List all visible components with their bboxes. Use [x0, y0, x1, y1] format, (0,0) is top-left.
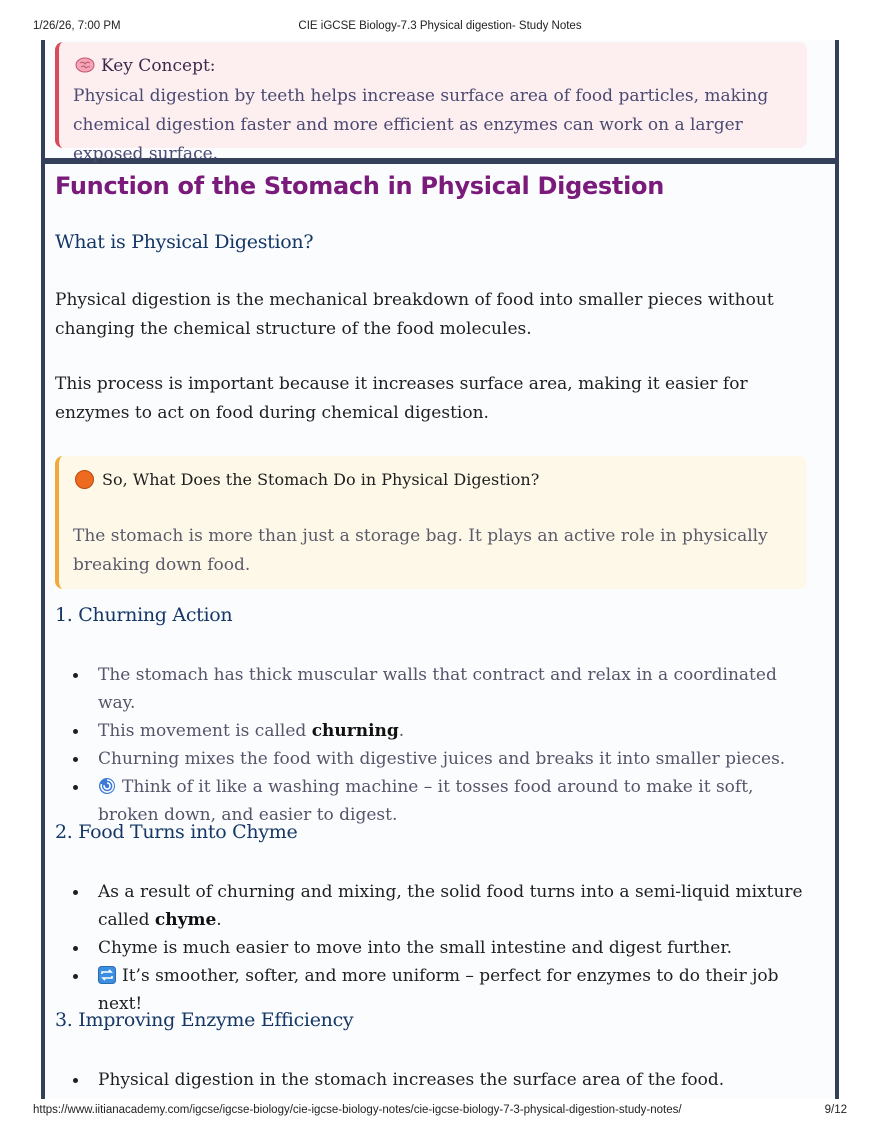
- key-concept-body: Physical digestion by teeth helps increase surface area of food particles, making chemical digestion faster and more efficient as enzymes can work on a larger exposed surface.: [73, 86, 769, 164]
- list-item: Chyme is much easier to move into the small intestine and digest further.: [98, 934, 815, 962]
- heading-chyme: 2. Food Turns into Chyme: [55, 821, 298, 843]
- paragraph-definition: Physical digestion is the mechanical breakdown of food into smaller pieces without changing the chemical structure of the food molecules.: [55, 290, 774, 339]
- stomach-note-callout: [55, 456, 807, 589]
- stomach-note-body: The stomach is more than just a storage bag. It plays an active role in physically breaking down food.: [73, 526, 768, 575]
- heading-churning: 1. Churning Action: [55, 604, 233, 626]
- list-item: It’s smoother, softer, and more uniform – perfect for enzymes to do their job next!: [98, 962, 815, 1018]
- stomach-note-title: So, What Does the Stomach Do in Physical Digestion?: [75, 470, 539, 489]
- heading-enzyme: 3. Improving Enzyme Efficiency: [55, 1009, 354, 1031]
- subheading-what-is: What is Physical Digestion?: [55, 231, 314, 253]
- churning-list: [55, 661, 815, 829]
- term-chyme: chyme: [154, 910, 217, 930]
- key-concept-title: Key Concept:: [75, 56, 216, 76]
- paragraph-importance: This process is important because it increases surface area, making it easier for enzymes to act on food during chemical digestion.: [55, 374, 748, 423]
- term-churning: churning: [311, 721, 399, 741]
- print-title: CIE iGCSE Biology-7.3 Physical digestion- Study Notes: [298, 20, 582, 32]
- repeat-icon: [98, 966, 116, 984]
- key-concept-callout: [55, 42, 807, 164]
- list-item: Physical digestion in the stomach increases the surface area of the food.: [98, 1066, 815, 1094]
- list-item: The stomach has thick muscular walls that contract and relax in a coordinated way.: [98, 661, 815, 717]
- list-item: As a result of churning and mixing, the solid food turns into a semi-liquid mixture called chyme.: [98, 878, 815, 934]
- orange-circle-icon: [75, 470, 94, 489]
- brain-icon: [75, 57, 95, 73]
- list-item: This movement is called churning.: [98, 717, 815, 745]
- chyme-list: [55, 878, 815, 1018]
- page-number: 9/12: [824, 1104, 847, 1116]
- list-item: Churning mixes the food with digestive juices and breaks it into smaller pieces.: [98, 745, 815, 773]
- swirl-icon: [98, 777, 116, 795]
- enzyme-list: [55, 1066, 815, 1094]
- print-footer: [0, 1104, 880, 1120]
- list-item: Think of it like a washing machine – it tosses food around to make it soft, broken down, and easier to digest.: [98, 773, 815, 829]
- print-url[interactable]: https://www.iitianacademy.com/igcse/igcse-biology/cie-igcse-biology-notes/cie-igcse-biology-7-3-physical-digestion-study-notes/: [33, 1104, 682, 1116]
- page-title: Function of the Stomach in Physical Digestion: [55, 172, 664, 200]
- print-header: [0, 20, 880, 36]
- print-date: 1/26/26, 7:00 PM: [33, 20, 121, 32]
